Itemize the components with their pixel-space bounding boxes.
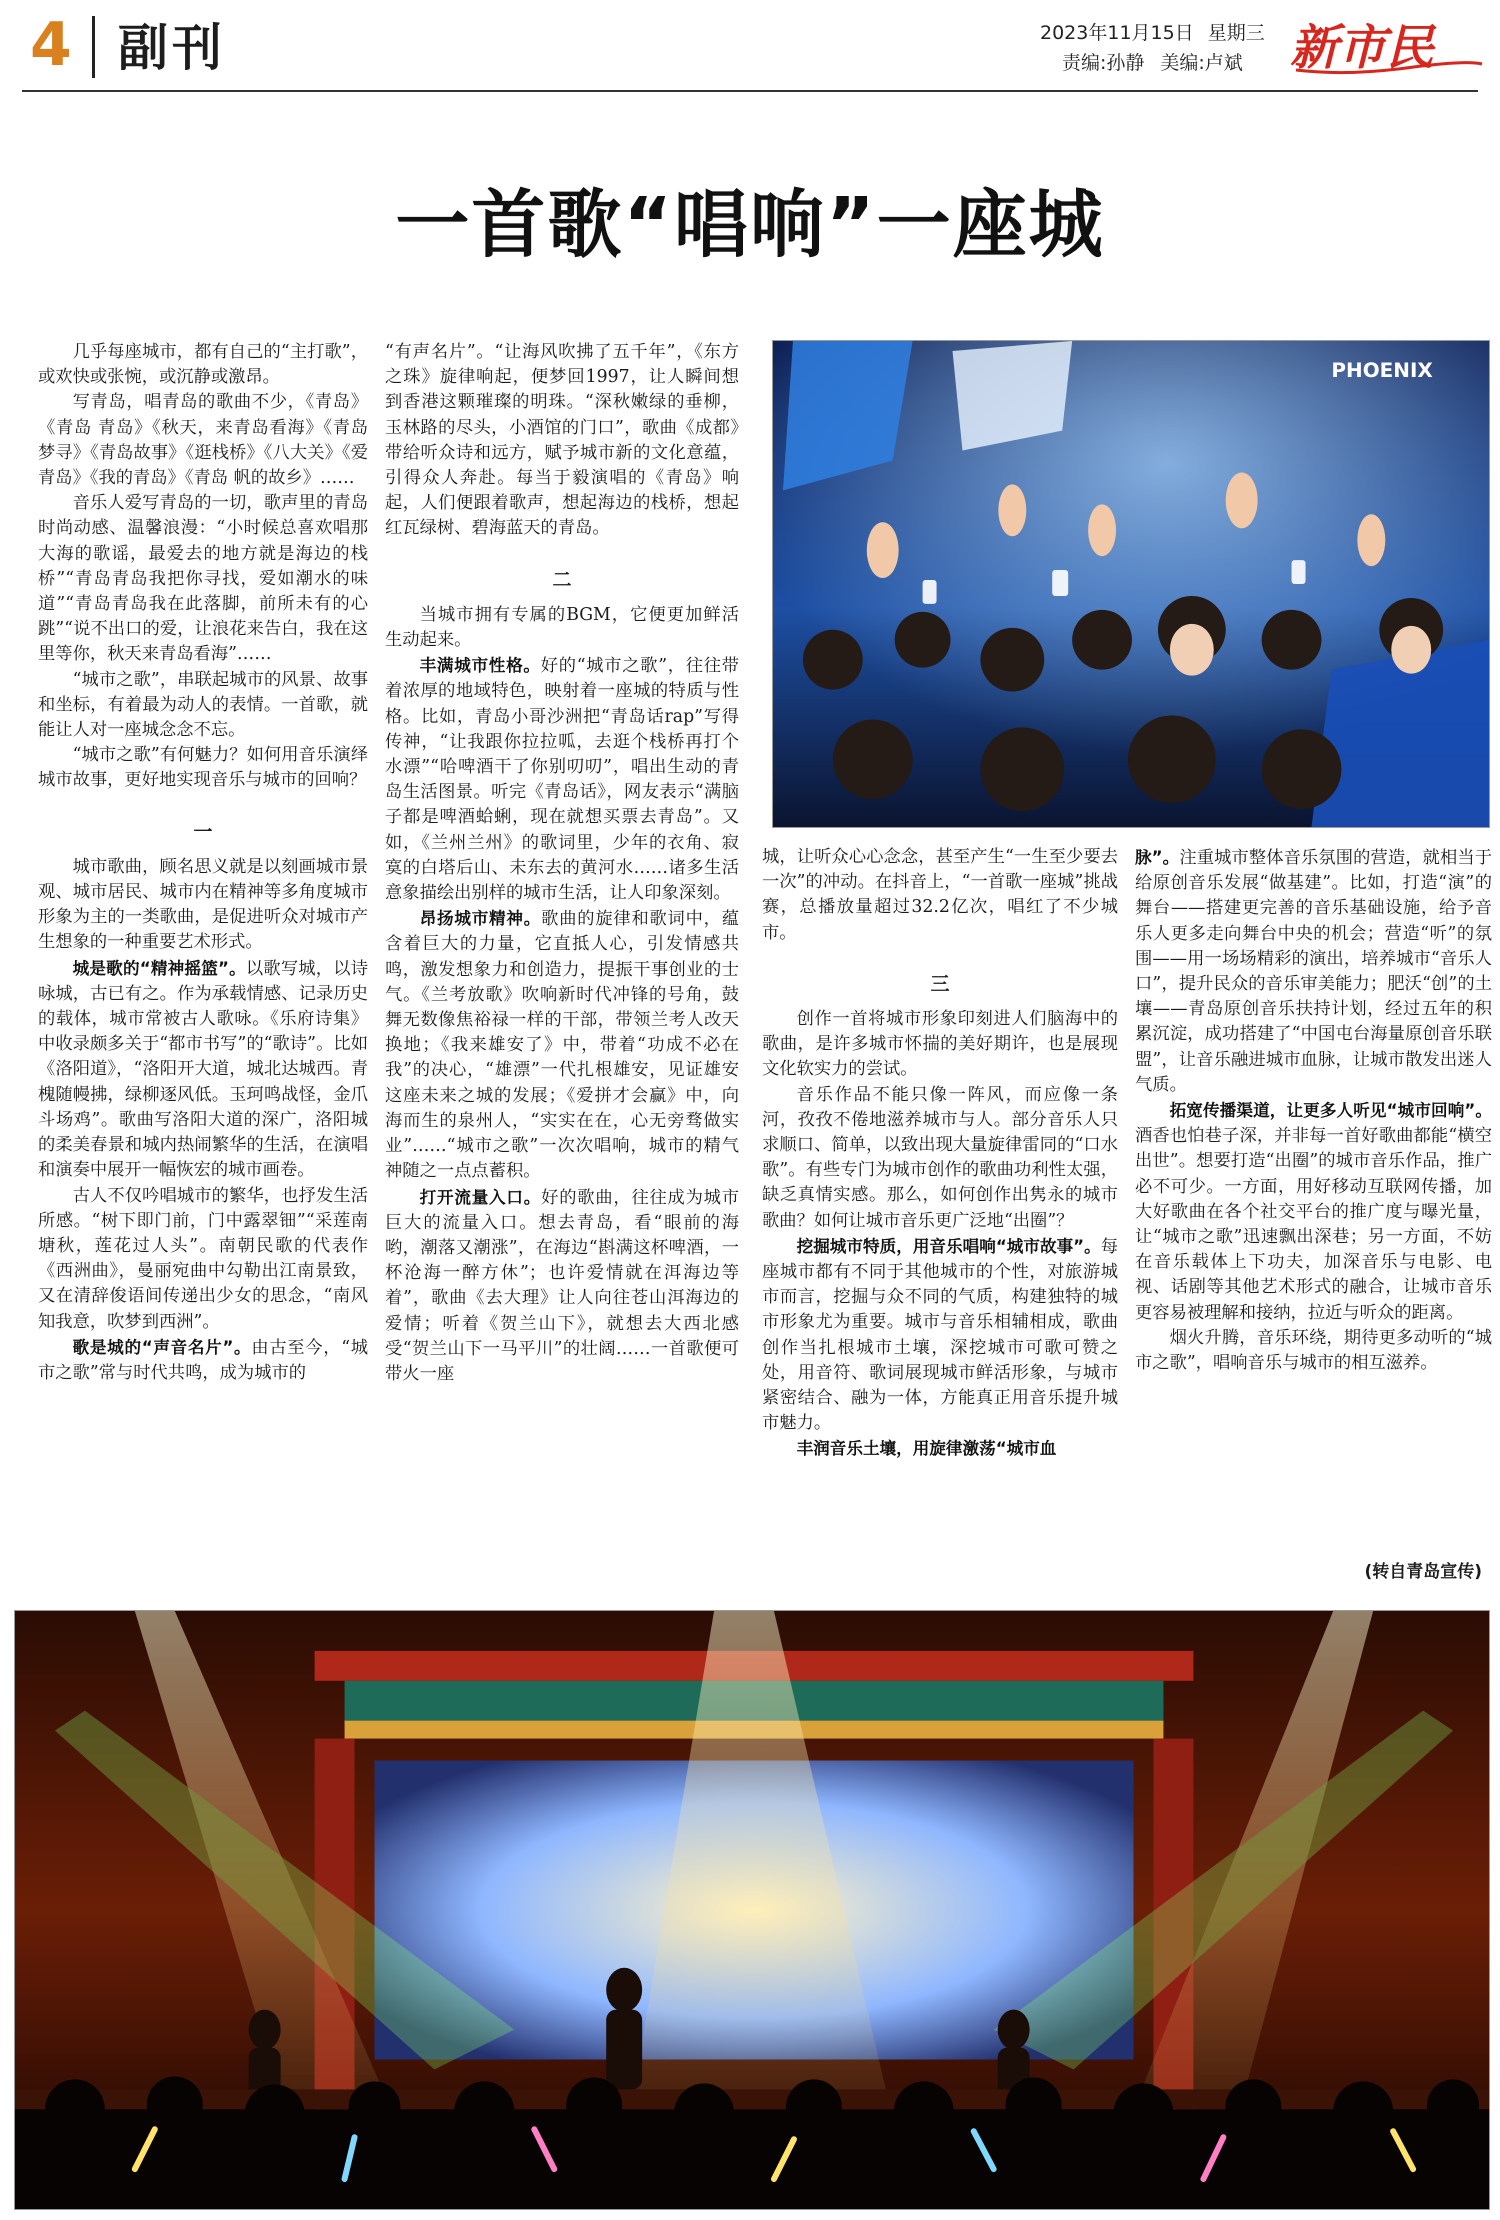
paragraph: 创作一首将城市形象印刻进人们脑海中的歌曲，是许多城市怀揣的美好期许，也是展现文化软实力的尝试。 [762,1009,1118,1080]
paragraph-text: 由古至今，“城市之歌”常与时代共鸣，成为城市的 [38,1337,369,1383]
lead-in: 丰润音乐土壤，用旋律激荡“城市血 [796,1439,1057,1459]
page-number: 4 [30,10,72,80]
section-number-1: 一 [193,820,213,843]
source-credit: (转自青岛宣传) [1364,1561,1482,1582]
concert-crowd-photo [772,340,1490,828]
section-number-3: 三 [930,972,950,995]
paragraph: 几乎每座城市，都有自己的“主打歌”，或欢快或张惋，或沉静或激昂。 [38,342,368,388]
paragraph: 烟火升腾，音乐环绕，期待更多动听的“城市之歌”，唱响音乐与城市的相互滋养。 [1135,1327,1492,1374]
paragraph: “城市之歌”有何魅力？如何用音乐演绎城市故事，更好地实现音乐与城市的回响？ [38,745,368,791]
masthead-rule [22,90,1478,92]
paragraph [38,1335,368,1386]
designer-name: 美编:卢斌 [1160,52,1243,74]
paragraph: 当城市拥有专属的BGM，它便更加鲜活生动起来。 [385,604,739,651]
paragraph-text: 好的“城市之歌”，往往带着浓厚的地域特色，映射着一座城的特质与性格。比如，青岛小哥沙洲把“青岛话rap”写得传神，“让我跟你拉拉呱，去逛个栈桥再打个水漂”“哈啤酒干了你别叨叨”，唱出生动的青岛生活图景。听完《青岛话》，网友表示“满脑子都是啤酒蛤蜊，现在就想买票去青岛”。又如，《兰州兰州》的歌词里，少年的衣角、寂寞的白塔后山、未东去的黄河水……诸多生活意象描绘出别样的城市生活，让人印象深刻。 [385,656,740,904]
logo-text: 新市民 [1290,20,1435,76]
paragraph-text: 歌曲的旋律和歌词中，蕴含着巨大的力量，它直抵人心，引发情感共鸣，激发想象力和创造力，提振干事创业的士气。《兰考放歌》吹响新时代冲锋的号角，鼓舞无数像焦裕禄一样的干部，带领兰考人改天换地；《我来雄安了》中，带着“功成不必在我”的决心，“雄漂”一代扎根雄安，见证雄安这座未来之城的发展；《爱拼才会赢》中，向海而生的泉州人，“实实在在，心无旁骛做实业”……“城市之歌”一次次唱响，城市的精气神随之一点点蓄积。 [385,909,739,1182]
paragraph [762,1234,1118,1437]
issue-date-line [1040,20,1279,46]
article-column-4 [1135,845,1492,1585]
issue-weekday: 星期三 [1207,22,1265,44]
header-divider [92,16,95,78]
concert-stage-photo [14,1610,1490,2210]
lead-in: 丰满城市性格。 [419,656,541,676]
paragraph: “城市之歌”，串联起城市的风景、故事和坐标，有着最为动人的表情。一首歌，就能让人对一座城念念不忘。 [38,669,368,741]
paragraph [385,1185,739,1388]
paragraph: 音乐人爱写青岛的一切，歌声里的青岛时尚动感、温馨浪漫：“小时候总喜欢唱那大海的歌谣，最爱去的地方就是海边的栈桥”“青岛青岛我把你寻找，爱如潮水的味道”“青岛青岛我在此落脚，前所未有的心跳”“说不出口的爱，让浪花来告白，我在这里等你，秋天来青岛看海”…… [38,493,368,665]
newspaper-logo [1286,14,1486,78]
paragraph-text: 以歌写城，以诗咏城，古已有之。作为承载情感、记录历史的载体，城市常被古人歌咏。《乐府诗集》中收录颇多关于“都市书写”的“歌诗”。比如《洛阳道》，“洛阳开大道，城北达城西。青槐随幔拂，绿柳逐风低。玉珂鸣战怪，金爪斗场鸡”。歌曲写洛阳大道的深广，洛阳城的柔美春景和城内热闹繁华的生活，在演唱和演奏中展开一幅恢宏的城市画卷。 [38,958,368,1181]
paragraph-text: 酒香也怕巷子深，并非每一首好歌曲都能“横空出世”。想要打造“出圈”的城市音乐作品，推广必不可少。一方面，用好移动互联网传播，加大好歌曲在各个社交平台的推广度与曝光量，让“城市之歌”迅速飘出深巷；另一方面，不妨在音乐载体上下功夫，加深音乐与电影、电视、话剧等其他艺术形式的融合，让城市音乐更容易被理解和接纳，拉近与听众的距离。 [1135,1126,1492,1323]
paragraph [762,1436,1118,1462]
paragraph: 写青岛，唱青岛的歌曲不少，《青岛》《青岛 青岛》《秋天，来青岛看海》《青岛梦寻》《青岛故事》《逛栈桥》《八大关》《爱青岛》《我的青岛》《青岛 帆的故乡》…… [38,392,368,489]
article-column-1 [38,340,368,1580]
paragraph-text: 每座城市都有不同于其他城市的个性，对旅游城市而言，挖掘与众不同的气质，构建独特的城市形象尤为重要。城市与音乐相辅相成，歌曲创作当扎根城市土壤，深挖城市可歌可赞之处，用音符、歌词展现城市鲜活形象，与城市紧密结合、融为一体，方能真正用音乐提升城市魅力。 [762,1236,1118,1434]
article-column-2 [385,340,739,1580]
paragraph-text: 好的歌曲，往往成为城市巨大的流量入口。想去青岛，看“眼前的海哟，潮落又潮涨”，在海边“斟满这杯啤酒，一杯沧海一醉方休”；也许爱情就在洱海边等着”，歌曲《去大理》让人向往苍山洱海边的爱情；听着《贺兰山下》，就想去大西北感受“贺兰山下一马平川”的壮阔……一首歌便可带火一座 [385,1187,739,1384]
lead-in: 挖掘城市特质，用音乐唱响“城市故事”。 [796,1236,1101,1256]
lead-in: 城是歌的“精神摇篮”。 [72,958,246,978]
paragraph [1135,845,1492,1098]
section-number-2: 二 [552,568,572,591]
issue-date: 2023年11月15日 [1040,22,1194,44]
masthead [0,0,1500,92]
paragraph [385,906,739,1184]
paragraph [385,653,739,906]
paragraph: 城，让听众心心念念，甚至产生“一生至少要去一次”的冲动。在抖音上，“一首歌一座城”挑战赛，总播放量超过32.2亿次，唱红了不少城市。 [762,847,1118,943]
lead-in: 昂扬城市精神。 [419,909,542,929]
paragraph [38,956,368,1184]
article-column-3 [762,845,1118,1585]
article-headline: 一首歌“唱响”一座城 [395,182,1105,268]
paragraph: “有声名片”。“让海风吹拂了五千年”，《东方之珠》旋律响起，便梦回1997，让人瞬间想到香港这颗璀璨的明珠。“深秋嫩绿的垂柳，玉林路的尽头，小酒馆的门口”，歌曲《成都》带给听众诗和远方，赋予城市新的文化意蕴，引得众人奔赴。每当于毅演唱的《青岛》响起，人们便跟着歌声，想起海边的栈桥，想起红瓦绿树、碧海蓝天的青岛。 [385,342,739,539]
lead-in: 拓宽传播渠道，让更多人听见“城市回响”。 [1169,1101,1492,1121]
photo-watermark: PHOENIX [1331,358,1433,382]
paragraph [1135,1098,1492,1326]
paragraph: 古人不仅吟唱城市的繁华，也抒发生活所感。“树下即门前，门中露翠钿”“采莲南塘秋，莲花过人头”。南朝民歌的代表作《西洲曲》，曼丽宛曲中勾勒出江南景致，又在清辞俊语间传递出少女的思念，“南风知我意，吹梦到西洲”。 [38,1185,368,1332]
paragraph: 城市歌曲，顾名思义就是以刻画城市景观、城市居民、城市内在精神等多角度城市形象为主的一类歌曲，是促进听众对城市产生想象的一种重要艺术形式。 [38,856,368,953]
paragraph: 音乐作品不能只像一阵风，而应像一条河，孜孜不倦地滋养城市与人。部分音乐人只求顺口、简单，以致出现大量旋律雷同的“口水歌”。有些专门为城市创作的歌曲功利性太强，缺乏真情实感。那么，如何创作出隽永的城市歌曲？如何让城市音乐更广泛地“出圈”？ [762,1084,1118,1231]
lead-in: 脉”。 [1135,848,1180,867]
paragraph-text: 注重城市整体音乐氛围的营造，就相当于给原创音乐发展“做基建”。比如，打造“演”的舞台——搭建更完善的音乐基础设施，给予音乐人更多走向舞台中央的机会；营造“听”的氛围——用一场场精彩的演出，培养城市“音乐人口”，提升民众的音乐审美能力；肥沃“创”的土壤——青岛原创音乐扶持计划，经过五年的积累沉淀，成功搭建了“中国屯台海量原创音乐联盟”，让音乐融进城市血脉，让城市散发出迷人气质。 [1135,848,1492,1095]
editor-name: 责编:孙静 [1062,52,1145,74]
editor-credits [1062,50,1259,76]
section-title: 副刊 [118,19,226,77]
lead-in: 打开流量入口。 [419,1187,542,1207]
lead-in: 歌是城的“声音名片”。 [72,1337,252,1357]
